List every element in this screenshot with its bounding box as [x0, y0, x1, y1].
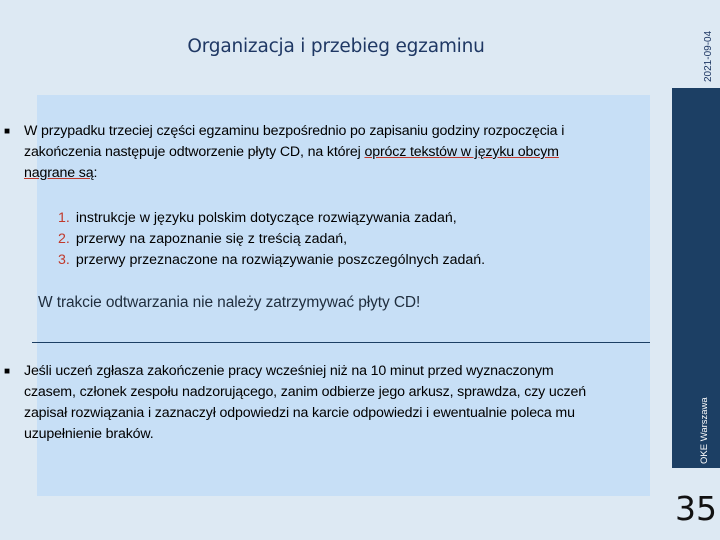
divider [32, 342, 650, 343]
page-number: 35 [675, 489, 717, 528]
list-item [58, 229, 618, 250]
list-item [58, 208, 618, 229]
bullet1-text: W przypadku trzeciej części egzaminu bezpośrednio po zapisaniu godziny rozpoczęcia i zakończenia następuje odtworzenie płyty CD, na której [24, 123, 565, 160]
title-area [0, 0, 672, 95]
square-bullet-icon: ■ [4, 126, 10, 137]
footer-organization: OKE Warszawa [699, 397, 710, 464]
list-text: przerwy na zapoznanie się z treścią zadań, [75, 231, 348, 247]
list-text: instrukcje w języku polskim dotyczące rozwiązywania zadań, [75, 210, 457, 226]
slide-date: 2021-09-04 [703, 30, 714, 82]
bullet-early-finish [4, 361, 604, 445]
square-bullet-icon: ■ [4, 366, 10, 377]
bullet1-end: : [93, 165, 98, 181]
slide-title: Organizacja i przebieg egzaminu [187, 36, 485, 57]
list-text: przerwy przeznaczone na rozwiązywanie poszczególnych zadań. [75, 252, 486, 268]
bullet1-underlined: oprócz tekstów w języku obcym nagrane są [24, 144, 559, 181]
bullet2-text: Jeśli uczeń zgłasza zakończenie pracy wcześniej niż na 10 minut przed wyznaczonym czasem, członek zespołu nadzorującego, zanim odbierze jego arkusz, sprawdza, czy uczeń zapisał rozwiązania i zaznaczył odpowiedzi na karcie odpowiedzi i ewentualnie poleca mu uzupełnienie braków. [24, 363, 586, 442]
bullet-cd-playback [4, 121, 599, 184]
warning-note: W trakcie odtwarzania nie należy zatrzymywać płyty CD! [38, 294, 421, 311]
list-number: 3. [58, 252, 70, 268]
list-number: 2. [58, 231, 70, 247]
recorded-items-list [58, 208, 618, 271]
list-number: 1. [58, 210, 70, 226]
list-item [58, 250, 618, 271]
